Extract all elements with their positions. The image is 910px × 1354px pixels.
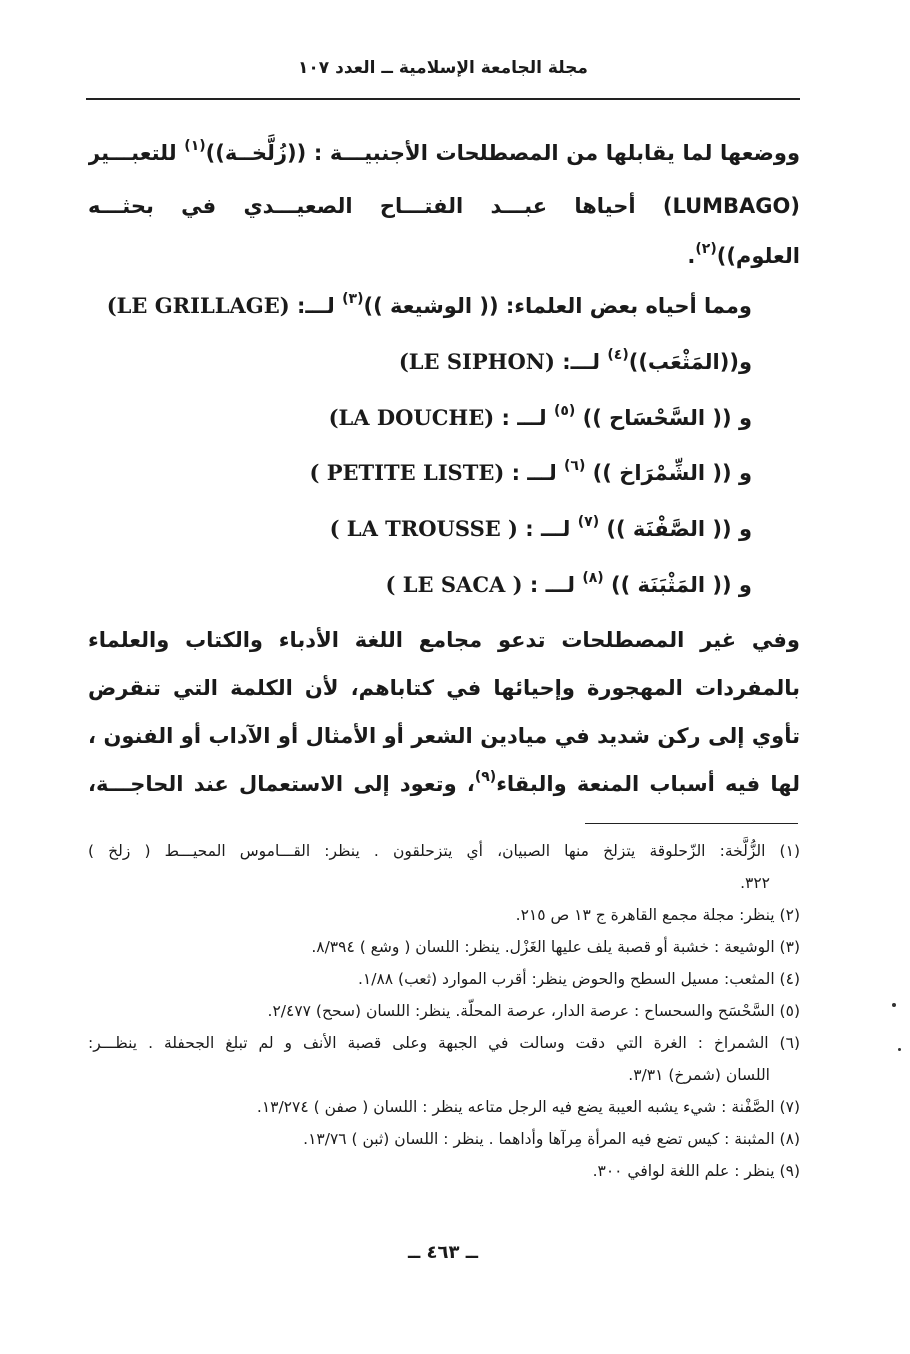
body-line: لها فيه أسباب المنعة والبقاء$^{(٩)}$، وتعود إلى الاستعمال عند الحاجـــة، [88,769,800,796]
footnote-continuation: ٣٢٢. [740,874,770,892]
header-rule [86,98,800,100]
body-line: تأوي إلى ركن شديد في ميادين الشعر أو الأمثال أو الآداب أو الفنون ، [88,724,800,748]
footnote-separator [585,823,798,824]
body-line: ووضعها لما يقابلها من المصطلحات الأجنبيـــة : ((زُلَّخــة))$^{(١)}$ للتعبـــير [88,138,800,165]
footnote-continuation: اللسان (شمرخ) ٣/٣١. [628,1066,770,1084]
scan-speck [898,1048,901,1051]
footnote: (٩) ينظر : علم اللغة لوافي ٣٠٠. [592,1162,800,1180]
footnote: (١) الزُّلَّخة: الزّحلوقة يتزلخ منها الصبيان، أي يتزحلقون . ينظر: القـــاموس المحيـــط ( زلخ ) [88,842,800,860]
footnote: (٧) الصَّفْنة : شيء يشبه العيبة يضع فيه الرجل متاعه ينظر : اللسان ( صفن ) ١٣/٢٧٤. [256,1098,800,1116]
term-line: و (( الشِّمْرَاخ )) $^{(٦)}$ لـــ : ( PETITE LISTE) [309,458,752,485]
term-line: و (( المَثْبَنَة )) $^{(٨)}$ لـــ : ( LE SACA ) [385,570,752,597]
term-line: و (( الصَّفْنَة )) $^{(٧)}$ لـــ : ( LA TROUSSE ) [329,514,752,541]
page-number: ــ ٤٦٣ ــ [407,1242,479,1263]
scan-speck [892,1003,896,1007]
footnote: (٢) ينظر: مجلة مجمع القاهرة ج ١٣ ص ٢١٥. [515,906,800,924]
running-header: مجلة الجامعة الإسلامية ــ العدد ١٠٧ [298,58,588,78]
footnote: (٨) المثبنة : كيس تضع فيه المرأة مِرآها وأداهما . ينظر : اللسان (ثبن ) ١٣/٧٦. [303,1130,800,1148]
body-line: العلوم))$^{(٢)}$. [687,241,800,268]
term-line: و((المَثْعَب))$^{(٤)}$ لـــ: (LE SIPHON) [398,347,752,374]
footnote: (٦) الشمراخ : الغرة التي دقت وسالت في الجبهة وعلى قصبة الأنف و لم تبلغ الجحفلة . ينظـــر: [88,1034,800,1052]
body-line: بالمفردات المهجورة وإحيائها في كتاباهم، لأن الكلمة التي تنقرض [88,676,800,700]
term-line: و (( السَّحْسَاح )) $^{(٥)}$ لـــ : (LA DOUCHE) [328,403,752,430]
term-line: ومما أحياه بعض العلماء: (( الوشيعة ))$^{(٣)}$ لـــ: (LE GRILLAGE) [106,291,752,318]
body-line: (LUMBAGO) أحياها عبـــد الفتـــاح الصعيـــدي في بحثـــه [88,194,800,218]
footnote: (٥) السَّحْسَح والسحساح : عرصة الدار، عرصة المحلّة. ينظر: اللسان (سحح) ٢/٤٧٧. [267,1002,800,1020]
body-line: وفي غير المصطلحات تدعو مجامع اللغة الأدباء والكتاب والعلماء [88,628,800,652]
footnote: (٤) المثعب: مسيل السطح والحوض ينظر: أقرب الموارد (ثعب) ١/٨٨. [357,970,800,988]
footnote: (٣) الوشيعة : خشبة أو قصبة يلف عليها الغَزْل. ينظر: اللسان ( وشع ) ٨/٣٩٤. [311,938,800,956]
